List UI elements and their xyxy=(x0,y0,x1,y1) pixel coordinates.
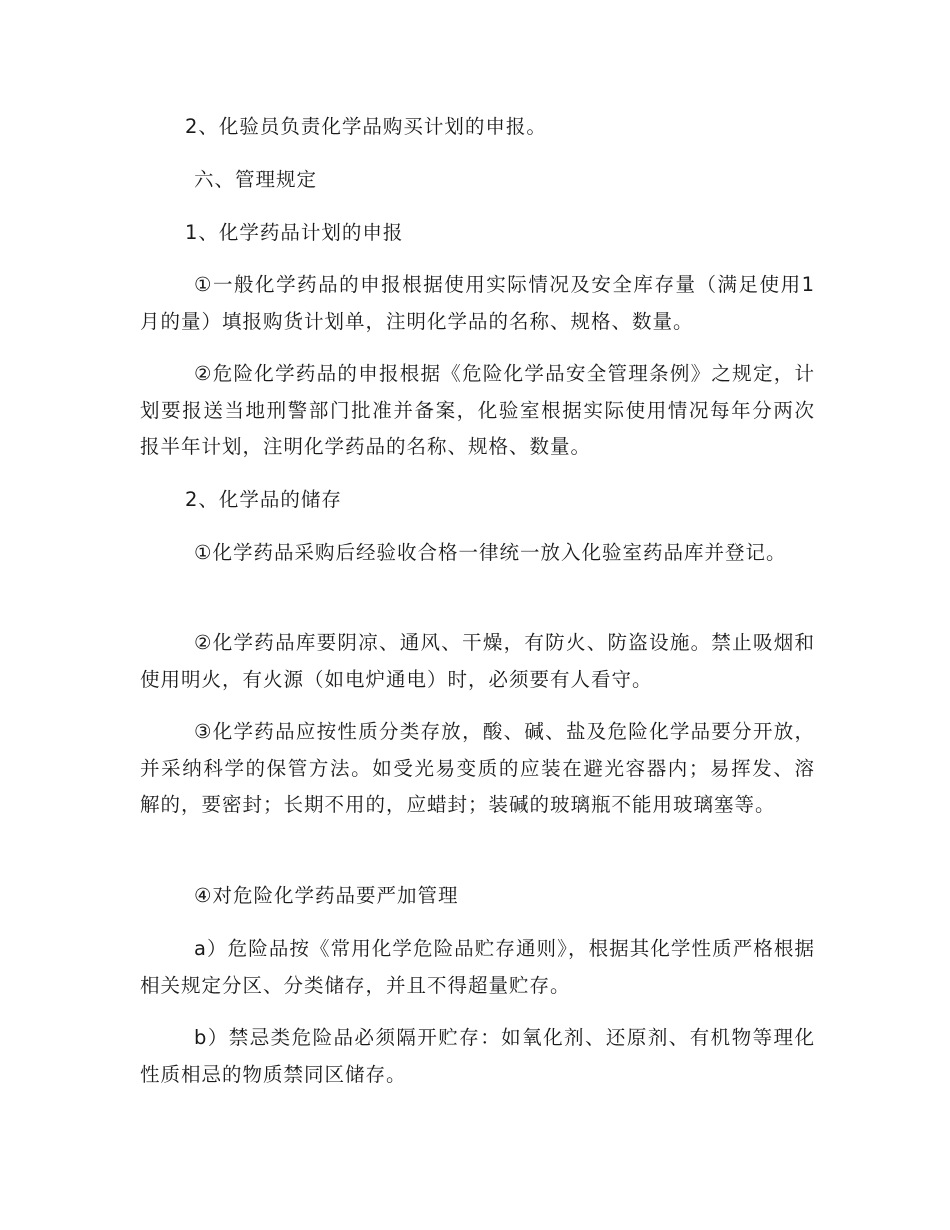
paragraph-hazardous-chemical-declaration: ②危险化学药品的申报根据《危险化学品安全管理条例》之规定，计划要报送当地刑警部门批准并备案，化验室根据实际使用情况每年分两次报半年计划，注明化学药品的名称、规格、数量。 xyxy=(140,362,815,458)
subheading-chemical-plan-declaration: 1、化学药品计划的申报 xyxy=(185,221,404,244)
section-heading-management-rules: 六、管理规定 xyxy=(194,168,318,191)
paragraph-purchase-plan-duty: 2、化验员负责化学品购买计划的申报。 xyxy=(185,115,547,138)
paragraph-storage-acceptance: ①化学药品采购后经验收合格一律统一放入化验室药品库并登记。 xyxy=(194,541,787,564)
paragraph-storage-room-conditions: ②化学药品库要阴凉、通风、干燥，有防火、防盗设施。禁止吸烟和使用明火，有火源（如电炉通电）时，必须要有人看守。 xyxy=(140,631,815,691)
paragraph-incompatible-storage-rule-b: b）禁忌类危险品必须隔开贮存：如氧化剂、还原剂、有机物等理化性质相忌的物质禁同区储存。 xyxy=(140,1026,815,1086)
subheading-chemical-storage: 2、化学品的储存 xyxy=(185,488,342,511)
paragraph-general-chemical-declaration: ①一般化学药品的申报根据使用实际情况及安全库存量（满足使用1月的量）填报购货计划单，注明化学品的名称、规格、数量。 xyxy=(140,273,815,333)
paragraph-hazardous-storage-rule-a: a）危险品按《常用化学危险品贮存通则》，根据其化学性质严格根据相关规定分区、分类储存，并且不得超量贮存。 xyxy=(140,937,815,997)
paragraph-hazardous-management: ④对危险化学药品要严加管理 xyxy=(194,884,459,907)
paragraph-classified-storage: ③化学药品应按性质分类存放，酸、碱、盐及危险化学品要分开放，并采纳科学的保管方法。如受光易变质的应装在避光容器内；易挥发、溶解的，要密封；长期不用的，应蜡封；装碱的玻璃瓶不能用玻璃塞等。 xyxy=(140,720,815,816)
